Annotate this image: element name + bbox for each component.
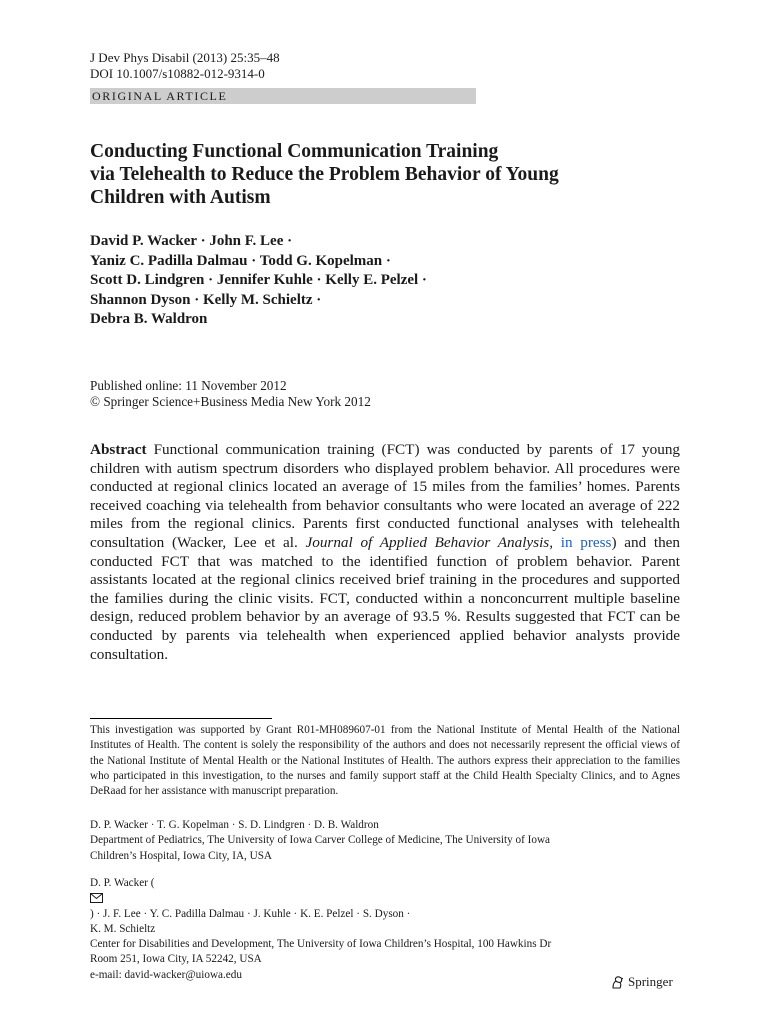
abstract-comma: , <box>549 533 561 551</box>
affiliation-2 <box>90 876 680 983</box>
affiliation-center: Center for Disabilities and Development, The University of Iowa Children’s Hospital, 100 Hawkins Dr <box>90 938 552 951</box>
publisher-logo <box>610 974 673 990</box>
title-line: Children with Autism <box>90 187 271 208</box>
affiliation-1 <box>90 818 680 864</box>
footnote-divider <box>90 718 272 719</box>
author-line: Yaniz C. Padilla Dalmau · Todd G. Kopelman · <box>90 252 391 269</box>
journal-header <box>90 50 280 82</box>
journal-citation: J Dev Phys Disabil (2013) 25:35–48 <box>90 50 280 65</box>
title-line: via Telehealth to Reduce the Problem Behavior of Young <box>90 164 559 185</box>
affiliation-authors: K. M. Schieltz <box>90 922 156 935</box>
affiliation-center: Room 251, Iowa City, IA 52242, USA <box>90 953 262 966</box>
author-line: Shannon Dyson · Kelly M. Schieltz · <box>90 291 322 308</box>
abstract-label: Abstract <box>90 441 147 458</box>
coauthors: ) · J. F. Lee · Y. C. Padilla Dalmau · J. Kuhle · K. E. Pelzel · S. Dyson · <box>90 907 411 920</box>
abstract <box>90 441 680 664</box>
article-title <box>90 140 680 209</box>
abstract-text: Functional communication training (FCT) was conducted by parents of 17 young children with autism spectrum disorders who displayed problem behavior. All procedures were conducted at regional clinics located an average of 15 miles from the families’ homes. Parents received coaching via telehealth from behavior consultants who were located an average of 222 miles from the regional clinics. Parents first conducted functional analyses with telehealth consultation (Wacker, Lee et al. <box>90 441 681 551</box>
springer-horse-icon <box>610 975 625 990</box>
title-line: Conducting Functional Communication Training <box>90 141 499 162</box>
published-online: Published online: 11 November 2012 <box>90 378 287 393</box>
in-press-link[interactable]: in press <box>560 533 612 551</box>
author-line: Scott D. Lindgren · Jennifer Kuhle · Kelly E. Pelzel · <box>90 272 427 289</box>
affiliation-authors <box>90 876 680 922</box>
publisher-name: Springer <box>628 974 673 989</box>
envelope-icon <box>90 893 103 903</box>
affiliation-department: Department of Pediatrics, The University of Iowa Carver College of Medicine, The University of Iowa <box>90 834 551 847</box>
author-list <box>90 232 680 330</box>
funding-footnote: This investigation was supported by Grant R01-MH089607-01 from the National Institute of Mental Health of the National Institutes of Health. The content is solely the responsibility of the authors and does not necessarily represent the official views of the National Institute of Mental Health or the National Institutes of Health. The authors express their appreciation to the families who participated in this investigation, to the nurses and family support staff at the Child Health Specialty Clinics, and to Agnes DeRaad for her assistance with manuscript preparation. <box>90 724 680 798</box>
journal-reference: Journal of Applied Behavior Analysis <box>305 533 550 551</box>
corresponding-author: D. P. Wacker ( <box>90 877 155 889</box>
affiliation-department: Children’s Hospital, Iowa City, IA, USA <box>90 849 272 862</box>
abstract-text: ) and then conducted FCT that was matched to the identified function of problem behavior. Parent assistants located at the regional clinics received brief training in the procedures and supported the families during the clinic visits. FCT, conducted within a nonconcurrent multiple baseline design, reduced problem behavior by an average of 93.5 %. Results suggested that FCT can be conducted by parents via telehealth when experienced applied behavior analysts provide consultation. <box>90 533 681 663</box>
affiliation-authors: D. P. Wacker · T. G. Kopelman · S. D. Lindgren · D. B. Waldron <box>90 819 379 831</box>
doi: DOI 10.1007/s10882-012-9314-0 <box>90 66 265 81</box>
author-line: David P. Wacker · John F. Lee · <box>90 233 293 249</box>
article-type-banner: ORIGINAL ARTICLE <box>90 88 476 104</box>
copyright: © Springer Science+Business Media New York 2012 <box>90 394 371 409</box>
author-line: Debra B. Waldron <box>90 311 208 328</box>
publication-info <box>90 378 371 410</box>
contact-email[interactable]: e-mail: david-wacker@uiowa.edu <box>90 968 242 981</box>
